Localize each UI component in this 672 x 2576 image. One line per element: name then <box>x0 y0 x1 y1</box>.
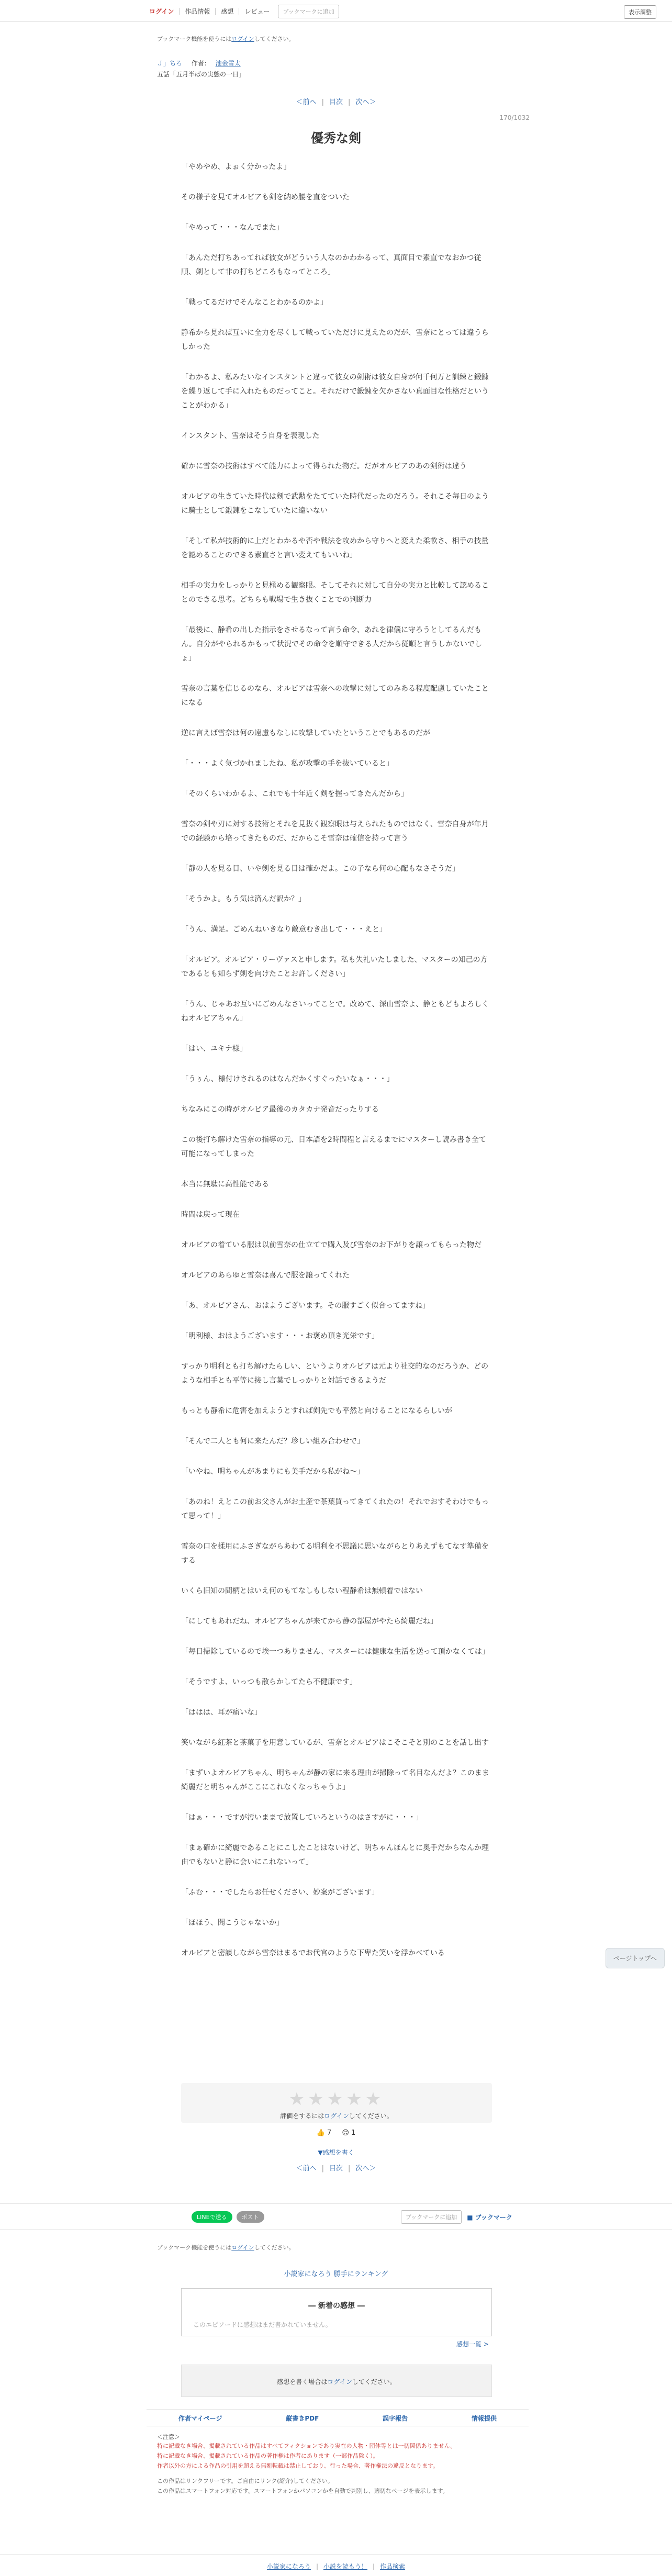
novel-paragraph: 時間は戻って現在 <box>181 1211 240 1219</box>
bookmark-input[interactable]: ブックマークに追加 <box>401 2210 462 2224</box>
footer-narou-link[interactable]: 小説家になろう <box>266 2563 311 2570</box>
latest-impressions-heading: ― 新着の感想 ― <box>308 2302 365 2310</box>
novel-paragraph: 確かに雪奈の技術はすべて能力によって得られた物だ。だがオルビアのあの剣術は違う <box>181 462 467 471</box>
novel-paragraph: 「そうですよ、いっつも散らかしてたら不健康です」 <box>181 1678 357 1686</box>
bookmark-link[interactable]: ■ ブックマーク <box>467 2213 512 2221</box>
novel-paragraph: 「最後に、静希の出した指示をさせるなって言う命令、あれを律儀に守ろうとしてるんだもん。自分がやられるかもって状況でその命令を順守できる人だから従順と言うしかないでしょ」 <box>181 626 482 663</box>
author-mypage-link[interactable]: 作者マイページ <box>178 2414 222 2422</box>
notice-login-link[interactable]: ログイン <box>231 2244 254 2251</box>
review-link[interactable]: レビュー <box>244 8 270 15</box>
prev-link[interactable]: ＜前へ <box>296 98 317 106</box>
bookmark-button[interactable]: ブックマークに追加 <box>278 5 339 18</box>
novel-paragraph: 「静の人を見る目、いや剣を見る目は確かだよ。この子なら何の心配もなさそうだ」 <box>181 865 460 873</box>
next-link[interactable]: 次へ＞ <box>355 2165 376 2172</box>
toc-link[interactable]: 目次 <box>329 2165 343 2172</box>
page-number: 170/1032 <box>499 114 530 121</box>
novel-paragraph: 「まずいよオルビアちゃん、明ちゃんが静の家に来る理由が掃除って名目なんだよ？このまま綺麗だと明ちゃんがここにこれなくなっちゃうよ」 <box>181 1769 489 1791</box>
novel-paragraph: オルビアの生きていた時代は剣で武勲をたてていた時代だったのだろう。それこそ毎日のように騎士として鍛錬をこなしていたに違いない <box>181 492 489 515</box>
top-nav <box>145 5 339 18</box>
notice-login-link[interactable]: ログイン <box>231 36 254 42</box>
novel-body <box>181 160 492 1977</box>
novel-paragraph: いくら旧知の間柄とはいえ何のもてなしもしない程静希は無頓着ではない <box>181 1587 423 1595</box>
novel-paragraph: インスタント、雪奈はそう自身を表現した <box>181 432 320 440</box>
footer-links <box>147 2410 529 2426</box>
novel-paragraph: この後打ち解けた雪奈の指導の元、日本語を2時間程と言えるまでにマスターし読み書き全て可能になってしまった <box>181 1136 486 1158</box>
novel-paragraph: 「ほほう、聞こうじゃないか」 <box>181 1919 284 1927</box>
novel-paragraph: オルビアのあらゆと雪奈は喜んで服を譲ってくれた <box>181 1271 350 1280</box>
rating-login-link[interactable]: ログイン <box>324 2112 349 2120</box>
latest-impressions-box <box>181 2288 492 2336</box>
novel-paragraph: オルビアの着ている服は以前雪奈の仕立てで購入及び雪奈のお下がりを譲ってもらった物だ <box>181 1241 481 1249</box>
novel-paragraph: 「うん、じゃあお互いにごめんなさいってことで。改めて、深山雪奈よ、静ともどもよろしくねオルビアちゃん」 <box>181 1000 489 1023</box>
smile-reaction[interactable]: 😊 1 <box>342 2129 356 2137</box>
login-prompt: 感想を書く場合はログインしてください。 <box>277 2378 396 2385</box>
novel-paragraph: 「明利様、おはようございます・・・お褒め頂き光栄です」 <box>181 1332 379 1340</box>
episode-label[interactable]: Ｊ」ちろ <box>157 60 183 67</box>
next-link[interactable]: 次へ＞ <box>355 98 376 106</box>
ranking-link[interactable]: 小説家になろう 勝手にランキング <box>284 2270 388 2278</box>
share-buttons <box>192 2211 264 2223</box>
section-subtitle: 五話「五月半ばの実態の一日」 <box>157 71 245 78</box>
share-bar <box>0 2203 672 2230</box>
toc-link[interactable]: 目次 <box>329 98 343 106</box>
typo-report-link[interactable]: 誤字報告 <box>383 2414 408 2422</box>
site-footer: 小説家になろう | 小説を読もう！ | 作品検索 <box>0 2554 672 2576</box>
novel-paragraph: 「わかるよ、私みたいなインスタントと違って彼女の剣術は彼女自身が何千何万と訓練と鍛錬を繰り返して手に入れたものだってこと。それだけで鍛錬を欠かさない真面目な性格だということがわかる」 <box>181 373 489 410</box>
author-link[interactable]: 池金雪太 <box>215 60 241 67</box>
caution-red-line: 特に記載なき場合、掲載されている作品の著作権は作者にあります（一部作品除く）。 <box>157 2452 379 2459</box>
novel-paragraph: 「やめやめ、よぉく分かったよ」 <box>181 163 291 171</box>
novel-paragraph: 「あのね！えとこの前お父さんがお土産で茶葉買ってきてくれたの！それでおすそわけでもって思って！」 <box>181 1498 489 1520</box>
caution-gray-line: この作品はリンクフリーです。ご自由にリンク(紹介)してください。 <box>157 2478 333 2484</box>
novel-paragraph: ちなみにこの時がオルビア最後のカタカナ発音だったりする <box>181 1105 379 1114</box>
novel-paragraph: 「そして私が技術的に上だとわかるや否や戦法を攻めから守りへと変えた柔軟さ、相手の技量を認めることのできる素直さと言い変えてもいいね」 <box>181 537 489 559</box>
login-prompt-box <box>181 2365 492 2397</box>
novel-paragraph: 「そんで二人とも何に来たんだ？珍しい組み合わせで」 <box>181 1437 364 1446</box>
novel-paragraph: 「はぁ・・・ですが汚いままで放置していろというのはさすがに・・・」 <box>181 1813 423 1822</box>
novel-paragraph: 相手の実力をしっかりと見極める観察眼。そしてそれに対して自分の実力と比較して認めることのできる思考。どちらも戦場で生き抜くことでの判断力 <box>181 581 489 604</box>
top-bar <box>0 0 672 22</box>
footer-search-link[interactable]: 作品検索 <box>380 2563 406 2570</box>
novel-paragraph: 「やめって・・・なんでまた」 <box>181 223 284 232</box>
work-info-link[interactable]: 作品情報 <box>180 8 216 15</box>
novel-paragraph: 静希から見れば互いに全力を尽くして戦っていただけに見えたのだが、雪奈にとっては違うらしかった <box>181 329 489 351</box>
novel-paragraph: 「あんただ打ちあってれば彼女がどういう人なのかわかるって、真面目で素直でなおかつ従順、剣として非の打ちどころもなってところ」 <box>181 254 481 276</box>
novel-paragraph: 「そのくらいわかるよ、これでも十年近く剣を握ってきたんだから」 <box>181 790 408 798</box>
novel-paragraph: 「そうかよ。もう気は済んだ訳か？」 <box>181 895 306 903</box>
caution-heading: ＜注意＞ <box>157 2434 180 2440</box>
page-top-button[interactable]: ページトップへ <box>606 1948 665 1968</box>
novel-paragraph: 「ははは、耳が痛いな」 <box>181 1708 262 1717</box>
rating-notice: 評価をするにはログインしてください。 <box>280 2112 393 2120</box>
novel-paragraph: 「うん、満足。ごめんねいきなり敵意むき出して・・・えと」 <box>181 925 387 934</box>
novel-paragraph: 「あ、オルビアさん、おはようございます。その服すごく似合ってますね」 <box>181 1302 430 1310</box>
bookmark-area <box>401 2210 512 2224</box>
display-settings-button[interactable]: 表示調整 <box>624 5 656 19</box>
reactions <box>0 2129 672 2137</box>
impressions-list-link[interactable]: 感想一覧 > <box>456 2340 489 2348</box>
novel-paragraph: もっとも静希に危害を加えようとすれば剣先でも平然と向けることになるらしいが <box>181 1407 452 1415</box>
vertical-pdf-link[interactable]: 縦書きPDF <box>286 2414 319 2422</box>
novel-paragraph: 逆に言えば雪奈は何の遠慮もなしに攻撃していたということでもあるのだが <box>181 729 430 737</box>
novel-paragraph: すっかり明利とも打ち解けたらしい、というよりオルビアは元より社交的なのだろうか、どのような相手とも平等に接し言葉でしっかりと対話できるようだ <box>181 1362 489 1385</box>
prompt-login-link[interactable]: ログイン <box>327 2378 352 2385</box>
novel-paragraph: 「・・・よく気づかれましたね、私が攻撃の手を抜いていると」 <box>181 759 394 768</box>
series-line <box>157 59 295 68</box>
novel-paragraph: 「まぁ確かに綺麗であることにこしたことはないけど、明ちゃんほんとに奥手だからなんか理由でもないと静に会いにこれないって」 <box>181 1844 489 1866</box>
novel-paragraph: 「うぅん、様付けされるのはなんだかくすぐったいなぁ・・・」 <box>181 1075 394 1083</box>
novel-paragraph: 雪奈の剣や刃に対する技術とそれを見抜く観察眼は与えられたものではなく、雪奈自身が年月での経験から培ってきたものだ、だからこそ雪奈は確信を持って言う <box>181 820 489 843</box>
login-link[interactable]: ログイン <box>145 8 180 15</box>
x-post-button[interactable]: ポスト <box>237 2211 264 2223</box>
rating-stars[interactable]: ★★★★★ <box>288 2089 385 2110</box>
novel-paragraph: その様子を見てオルビアも剣を納め腰を直をついた <box>181 193 350 201</box>
caution-notes <box>157 2433 523 2496</box>
bookmark-notice-bottom: ブックマーク機能を使うにはログインしてください。 <box>157 2244 295 2251</box>
novel-paragraph: 「はい、ユキナ様」 <box>181 1045 247 1053</box>
prev-link[interactable]: ＜前へ <box>296 2165 317 2172</box>
author-label: 作者： <box>191 60 210 67</box>
header-info <box>157 35 295 79</box>
novel-paragraph: 「いやね、明ちゃんがあまりにも美手だから私がね〜」 <box>181 1468 364 1476</box>
chapter-title: 優秀な剣 <box>311 131 361 145</box>
novel-paragraph: 雪奈の口を揉用にふさぎながらあわてる明利を不思議に思いながらとりあえずもてなす準備をする <box>181 1542 489 1565</box>
novel-paragraph: オルビアと密談しながら雪奈はまるでお代官のような下卑た笑いを浮かべている <box>181 1949 445 1957</box>
caution-gray-line: この作品はスマートフォン対応です。スマートフォンかパソコンかを自動で判別し、適切なページを表示します。 <box>157 2488 449 2494</box>
line-share-button[interactable]: LINEで送る <box>192 2211 232 2223</box>
impressions-link[interactable]: 感想 <box>216 8 239 15</box>
rating-box <box>181 2083 492 2123</box>
novel-paragraph: 本当に無駄に高性能である <box>181 1180 269 1189</box>
novel-paragraph: 「戦ってるだけでそんなことわかるのかよ」 <box>181 298 328 307</box>
bookmark-notice: ブックマーク機能を使うにはログインしてください。 <box>157 36 295 42</box>
novel-paragraph: 「毎日掃除しているので埃一つありません、マスターには健康な生活を送って頂かなくては」 <box>181 1648 489 1656</box>
info-provide-link[interactable]: 情報提供 <box>472 2414 497 2422</box>
footer-yomou-link[interactable]: 小説を読もう！ <box>323 2563 367 2570</box>
novel-paragraph: 「にしてもあれだね、オルビアちゃんが来てから静の部屋がやたら綺麗だね」 <box>181 1617 438 1626</box>
caution-red-line: 特に記載なき場合、掲載されている作品はすべてフィクションであり実在の人物・団体等とは一切関係ありません。 <box>157 2443 456 2449</box>
pager-bottom: ＜前へ | 目次 | 次へ＞ <box>296 2165 376 2172</box>
novel-paragraph: 雪奈の言葉を信じるのなら、オルビアは雪奈への攻撃に対してのみある程度配慮していたことになる <box>181 685 489 707</box>
like-reaction[interactable]: 👍 7 <box>316 2129 332 2137</box>
write-impression-link[interactable]: ▼感想を書く <box>318 2149 354 2156</box>
caution-red-line: 作者以外の方による作品の引用を超える無断転載は禁止しており、行った場合、著作権法の違反となります。 <box>157 2462 439 2469</box>
novel-paragraph: 「オルビア。オルビア・リーヴァスと申します。私も失礼いたしました、マスターの知己の方であるとも知らず剣を向けたことお許しください」 <box>181 956 488 978</box>
no-impressions-text: このエピソードに感想はまだ書かれていません。 <box>193 2321 332 2328</box>
novel-paragraph: 笑いながら紅茶と茶菓子を用意しているが、雪奈とオルビアはこそこそと別のことを話し出す <box>181 1739 489 1747</box>
pager-top: ＜前へ | 目次 | 次へ＞ <box>296 98 376 106</box>
novel-paragraph: 「ふむ・・・でしたらお任せください、妙案がございます」 <box>181 1888 379 1897</box>
